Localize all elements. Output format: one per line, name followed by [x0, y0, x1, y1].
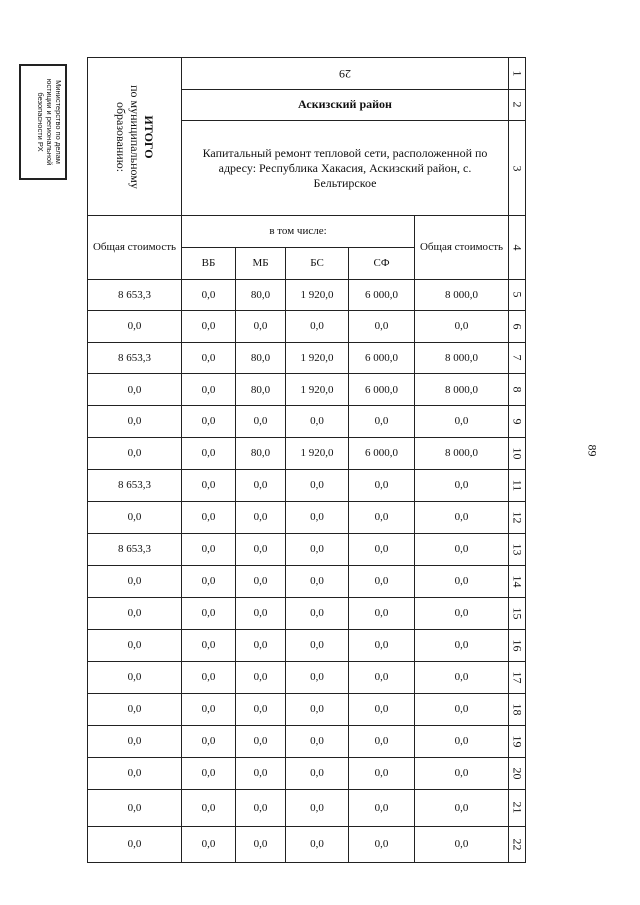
vb-cell: 0,0	[182, 374, 236, 406]
vb-cell: 0,0	[182, 501, 236, 533]
table-row	[88, 693, 526, 725]
table-row	[88, 279, 526, 311]
mb-cell: 0,0	[236, 725, 286, 757]
itogo-cost-cell: 0,0	[88, 597, 182, 629]
vb-cell: 0,0	[182, 533, 236, 565]
row-number: 6	[509, 311, 526, 343]
col-bs-header: БС	[286, 247, 349, 279]
sf-cell: 0,0	[349, 693, 415, 725]
bs-cell: 1 920,0	[286, 342, 349, 374]
vb-cell: 0,0	[182, 406, 236, 438]
sf-cell: 0,0	[349, 725, 415, 757]
itogo-cost-cell: 8 653,3	[88, 469, 182, 501]
mb-cell: 0,0	[236, 469, 286, 501]
object-total-cell: 0,0	[415, 565, 509, 597]
table-row	[88, 757, 526, 789]
row-number: 14	[509, 565, 526, 597]
sf-cell: 0,0	[349, 789, 415, 826]
itogo-cost-cell: 8 653,3	[88, 342, 182, 374]
sf-cell: 6 000,0	[349, 374, 415, 406]
object-total-cell: 0,0	[415, 826, 509, 862]
mb-cell: 0,0	[236, 693, 286, 725]
row-number: 21	[509, 789, 526, 826]
col-mb-header: МБ	[236, 247, 286, 279]
object-title: Капитальный ремонт тепловой сети, расположенной по адресу: Республика Хакасия, Аскизский район, с. Бельтирское	[182, 121, 509, 216]
row-number: 9	[509, 406, 526, 438]
bs-cell: 1 920,0	[286, 374, 349, 406]
mb-cell: 80,0	[236, 279, 286, 311]
row-number: 11	[509, 469, 526, 501]
sf-cell: 6 000,0	[349, 279, 415, 311]
bs-cell: 0,0	[286, 661, 349, 693]
table-row	[88, 661, 526, 693]
itogo-cost-cell: 0,0	[88, 757, 182, 789]
itogo-cost-cell: 0,0	[88, 374, 182, 406]
itogo-cost-cell: 0,0	[88, 826, 182, 862]
mb-cell: 80,0	[236, 374, 286, 406]
vb-cell: 0,0	[182, 725, 236, 757]
object-total-cell: 0,0	[415, 725, 509, 757]
itogo-cost-cell: 8 653,3	[88, 533, 182, 565]
table-row	[88, 565, 526, 597]
mb-cell: 0,0	[236, 501, 286, 533]
row-number: 10	[509, 437, 526, 469]
row-number: 15	[509, 597, 526, 629]
col-sf-header: СФ	[349, 247, 415, 279]
mb-cell: 0,0	[236, 311, 286, 343]
including-header: в том числе:	[182, 216, 415, 248]
sf-cell: 0,0	[349, 661, 415, 693]
itogo-subtitle: по муниципальному образованию:	[113, 84, 142, 189]
mb-cell: 0,0	[236, 661, 286, 693]
row-number: 7	[509, 342, 526, 374]
row-number: 18	[509, 693, 526, 725]
table-row	[88, 826, 526, 862]
object-number-cell	[182, 58, 509, 90]
mb-cell: 0,0	[236, 757, 286, 789]
vb-cell: 0,0	[182, 469, 236, 501]
object-total-cell: 8 000,0	[415, 279, 509, 311]
stamp-line: безопасности РХ	[36, 92, 45, 152]
mb-cell: 0,0	[236, 565, 286, 597]
object-total-cell: 8 000,0	[415, 374, 509, 406]
table-row	[88, 725, 526, 757]
row-number: 12	[509, 501, 526, 533]
stamp-line: юстиции и региональной	[45, 78, 54, 166]
object-total-cell: 8 000,0	[415, 342, 509, 374]
mb-cell: 80,0	[236, 437, 286, 469]
vb-cell: 0,0	[182, 311, 236, 343]
itogo-cost-cell: 0,0	[88, 693, 182, 725]
vb-cell: 0,0	[182, 757, 236, 789]
object-total-cell: 0,0	[415, 469, 509, 501]
row-number: 22	[509, 826, 526, 862]
itogo-header	[88, 58, 182, 216]
sf-cell: 0,0	[349, 501, 415, 533]
table-row	[88, 789, 526, 826]
vb-cell: 0,0	[182, 693, 236, 725]
mb-cell: 80,0	[236, 342, 286, 374]
sf-cell: 0,0	[349, 826, 415, 862]
bs-cell: 0,0	[286, 757, 349, 789]
sf-cell: 0,0	[349, 757, 415, 789]
sf-cell: 0,0	[349, 629, 415, 661]
sf-cell: 0,0	[349, 597, 415, 629]
bs-cell: 0,0	[286, 693, 349, 725]
table-row	[88, 533, 526, 565]
itogo-cost-cell: 0,0	[88, 437, 182, 469]
object-total-cell: 0,0	[415, 757, 509, 789]
vb-cell: 0,0	[182, 279, 236, 311]
itogo-cost-cell: 0,0	[88, 501, 182, 533]
mb-cell: 0,0	[236, 597, 286, 629]
vb-cell: 0,0	[182, 437, 236, 469]
row-number: 19	[509, 725, 526, 757]
itogo-title: ИТОГО	[141, 114, 156, 159]
object-total-cell: 0,0	[415, 501, 509, 533]
district-name: Аскизский район	[182, 89, 509, 121]
bs-cell: 0,0	[286, 533, 349, 565]
table-row	[88, 629, 526, 661]
object-total-cell: 0,0	[415, 661, 509, 693]
row-number: 8	[509, 374, 526, 406]
object-total-cell: 0,0	[415, 311, 509, 343]
bs-cell: 1 920,0	[286, 279, 349, 311]
itogo-cost-cell: 0,0	[88, 311, 182, 343]
vb-cell: 0,0	[182, 629, 236, 661]
total-cost-header: Общая стоимость	[88, 216, 182, 280]
row-number: 2	[509, 89, 526, 121]
bs-cell: 0,0	[286, 597, 349, 629]
table-row	[88, 342, 526, 374]
row-number: 17	[509, 661, 526, 693]
table-row	[88, 406, 526, 438]
bs-cell: 0,0	[286, 725, 349, 757]
row-number: 3	[509, 121, 526, 216]
object-number: 29	[339, 66, 351, 81]
mb-cell: 0,0	[236, 629, 286, 661]
sf-cell: 6 000,0	[349, 342, 415, 374]
mb-cell: 0,0	[236, 533, 286, 565]
bs-cell: 0,0	[286, 629, 349, 661]
row-number: 13	[509, 533, 526, 565]
mb-cell: 0,0	[236, 789, 286, 826]
col-vb-header: ВБ	[182, 247, 236, 279]
object-total-cell: 0,0	[415, 629, 509, 661]
vb-cell: 0,0	[182, 597, 236, 629]
row-number: 20	[509, 757, 526, 789]
itogo-cost-cell: 0,0	[88, 661, 182, 693]
registration-stamp	[19, 64, 67, 180]
itogo-cost-cell: 0,0	[88, 565, 182, 597]
itogo-cost-cell: 0,0	[88, 789, 182, 826]
page-number: 89	[585, 444, 600, 457]
vb-cell: 0,0	[182, 661, 236, 693]
row-number: 5	[509, 279, 526, 311]
vb-cell: 0,0	[182, 565, 236, 597]
table-row	[88, 469, 526, 501]
bs-cell: 0,0	[286, 501, 349, 533]
object-total-header: Общая стоимость	[415, 216, 509, 280]
row-number: 4	[509, 216, 526, 280]
mb-cell: 0,0	[236, 406, 286, 438]
mb-cell: 0,0	[236, 826, 286, 862]
bs-cell: 0,0	[286, 826, 349, 862]
table-row	[88, 311, 526, 343]
object-total-cell: 0,0	[415, 789, 509, 826]
bs-cell: 1 920,0	[286, 437, 349, 469]
bs-cell: 0,0	[286, 469, 349, 501]
sf-cell: 0,0	[349, 533, 415, 565]
object-total-cell: 0,0	[415, 597, 509, 629]
vb-cell: 0,0	[182, 826, 236, 862]
row-number: 1	[509, 58, 526, 90]
table-row	[88, 374, 526, 406]
sf-cell: 6 000,0	[349, 437, 415, 469]
table-row	[88, 437, 526, 469]
itogo-cost-cell: 0,0	[88, 725, 182, 757]
row-number: 16	[509, 629, 526, 661]
itogo-cost-cell: 0,0	[88, 629, 182, 661]
object-total-cell: 0,0	[415, 693, 509, 725]
vb-cell: 0,0	[182, 789, 236, 826]
table-row	[88, 501, 526, 533]
itogo-cost-cell: 8 653,3	[88, 279, 182, 311]
object-total-cell: 0,0	[415, 406, 509, 438]
itogo-cost-cell: 0,0	[88, 406, 182, 438]
sf-cell: 0,0	[349, 406, 415, 438]
bs-cell: 0,0	[286, 311, 349, 343]
stamp-text	[23, 68, 63, 176]
budget-table	[87, 57, 526, 863]
table-row	[88, 597, 526, 629]
bs-cell: 0,0	[286, 406, 349, 438]
stamp-line: Министерство по делам	[54, 80, 63, 164]
vb-cell: 0,0	[182, 342, 236, 374]
sf-cell: 0,0	[349, 565, 415, 597]
object-total-cell: 0,0	[415, 533, 509, 565]
bs-cell: 0,0	[286, 789, 349, 826]
sf-cell: 0,0	[349, 311, 415, 343]
bs-cell: 0,0	[286, 565, 349, 597]
sf-cell: 0,0	[349, 469, 415, 501]
object-total-cell: 8 000,0	[415, 437, 509, 469]
